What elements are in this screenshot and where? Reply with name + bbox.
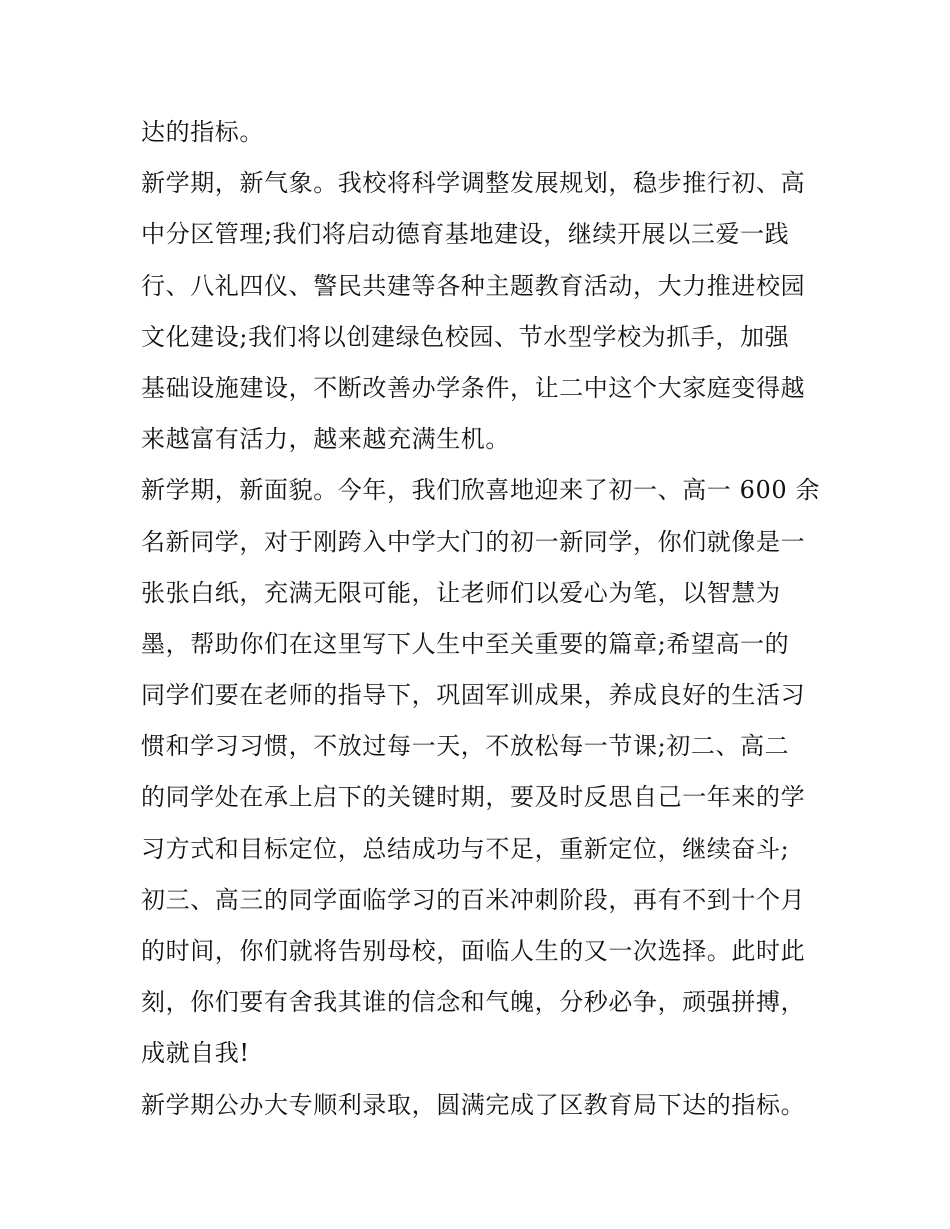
text-line: 初三、高三的同学面临学习的百米冲刺阶段，再有不到十个月 [141, 885, 806, 914]
text-line: 中分区管理;我们将启动德育基地建设，继续开展以三爱一践 [141, 220, 790, 249]
text-line: 成就自我! [141, 1039, 250, 1068]
text-line: 墨，帮助你们在这里写下人生中至关重要的篇章;希望高一的 [141, 629, 790, 658]
text-line: 的时间，你们就将告别母校，面临人生的又一次选择。此时此 [141, 937, 806, 965]
text-line: 同学们要在老师的指导下，巩固军训成果，养成良好的生活习 [141, 681, 806, 710]
text-line: 名新同学，对于刚跨入中学大门的初一新同学，你们就像是一 [141, 527, 806, 556]
text-line: 刻，你们要有舍我其谁的信念和气魄，分秒必争，顽强拼搏， [141, 988, 806, 1017]
text-line: 习方式和目标定位，总结成功与不足，重新定位，继续奋斗; [141, 834, 790, 863]
text-line: 新学期公办大专顺利录取，圆满完成了区教育局下达的指标。 [141, 1090, 806, 1119]
text-line: 达的指标。 [141, 118, 264, 146]
text-line: 新学期，新气象。我校将科学调整发展规划，稳步推行初、高 [141, 169, 806, 198]
document-body [141, 107, 821, 1131]
text-line: 行、八礼四仪、警民共建等各种主题教育活动，大力推进校园 [141, 271, 806, 300]
text-line: 来越富有活力，越来越充满生机。 [141, 425, 510, 454]
text-line: 惯和学习习惯，不放过每一天，不放松每一节课;初二、高二 [141, 732, 790, 761]
text-line: 文化建设;我们将以创建绿色校园、节水型学校为抓手，加强 [141, 322, 790, 351]
text-line: 张张白纸，充满无限可能，让老师们以爱心为笔，以智慧为 [141, 578, 781, 607]
text-line: 的同学处在承上启下的关键时期，要及时反思自己一年来的学 [141, 783, 806, 812]
text-line: 基础设施建设，不断改善办学条件，让二中这个大家庭变得越 [141, 373, 806, 402]
text-line: 新学期，新面貌。今年，我们欣喜地迎来了初一、高一 600 余 [141, 476, 821, 505]
